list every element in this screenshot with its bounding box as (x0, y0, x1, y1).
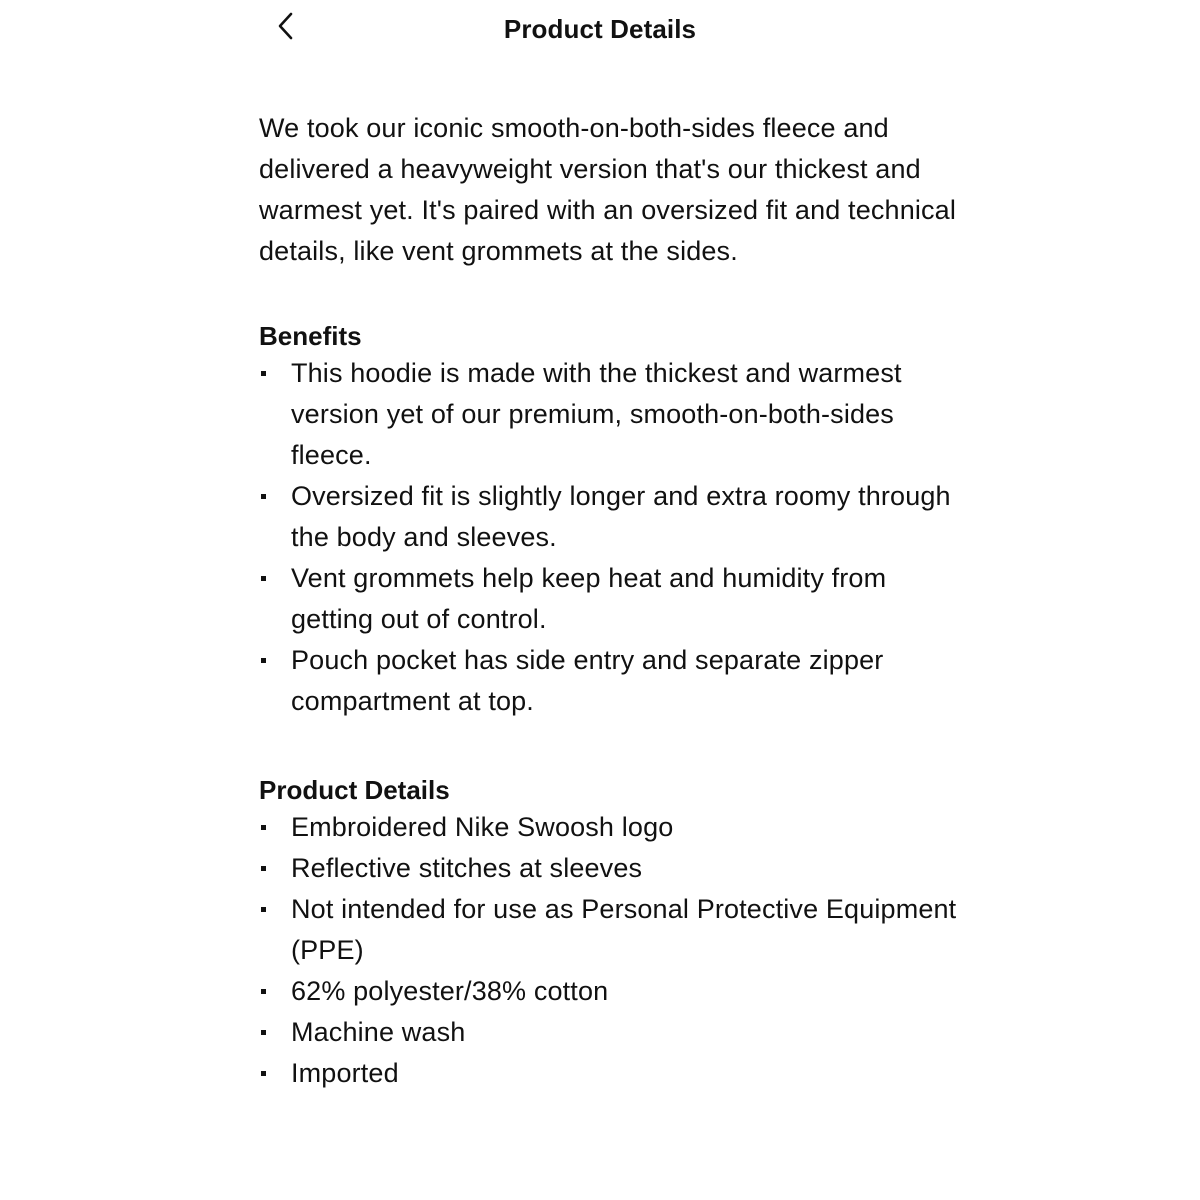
bullet-marker (261, 907, 266, 912)
list-item (259, 889, 959, 971)
list-item (259, 353, 959, 476)
benefits-heading: Benefits (259, 321, 362, 351)
product-details-content (259, 108, 959, 1094)
page-title: Product Details (503, 14, 697, 44)
list-item (259, 476, 959, 558)
bullet-marker (261, 494, 266, 499)
list-item-text: This hoodie is made with the thickest and warmest version yet of our premium, smooth-on-both-sides fleece. (291, 358, 902, 470)
product-description: We took our iconic smooth-on-both-sides fleece and delivered a heavyweight version that's our thickest and warmest yet. It's paired with an oversized fit and technical details, like vent grommets at the sides. (259, 113, 956, 266)
list-item (259, 640, 959, 722)
list-item-text: Not intended for use as Personal Protective Equipment (PPE) (291, 894, 957, 965)
top-nav-bar (0, 0, 1200, 60)
list-item (259, 1012, 959, 1053)
list-item-text: Imported (291, 1058, 399, 1088)
product-details-list (259, 807, 959, 1094)
list-item-text: Machine wash (291, 1017, 466, 1047)
bullet-marker (261, 1030, 266, 1035)
bullet-marker (261, 825, 266, 830)
list-item-text: Vent grommets help keep heat and humidity from getting out of control. (291, 563, 887, 634)
list-item (259, 1053, 959, 1094)
bullet-marker (261, 658, 266, 663)
list-item-text: Pouch pocket has side entry and separate zipper compartment at top. (291, 645, 884, 716)
list-item-text: Embroidered Nike Swoosh logo (291, 812, 674, 842)
list-item-text: 62% polyester/38% cotton (291, 976, 609, 1006)
list-item (259, 848, 959, 889)
bullet-marker (261, 866, 266, 871)
bullet-marker (261, 576, 266, 581)
benefits-list (259, 353, 959, 722)
product-details-heading: Product Details (259, 775, 450, 805)
list-item-text: Oversized fit is slightly longer and extra roomy through the body and sleeves. (291, 481, 951, 552)
bullet-marker (261, 371, 266, 376)
bullet-marker (261, 989, 266, 994)
bullet-marker (261, 1071, 266, 1076)
list-item (259, 971, 959, 1012)
list-item-text: Reflective stitches at sleeves (291, 853, 643, 883)
list-item (259, 558, 959, 640)
list-item (259, 807, 959, 848)
